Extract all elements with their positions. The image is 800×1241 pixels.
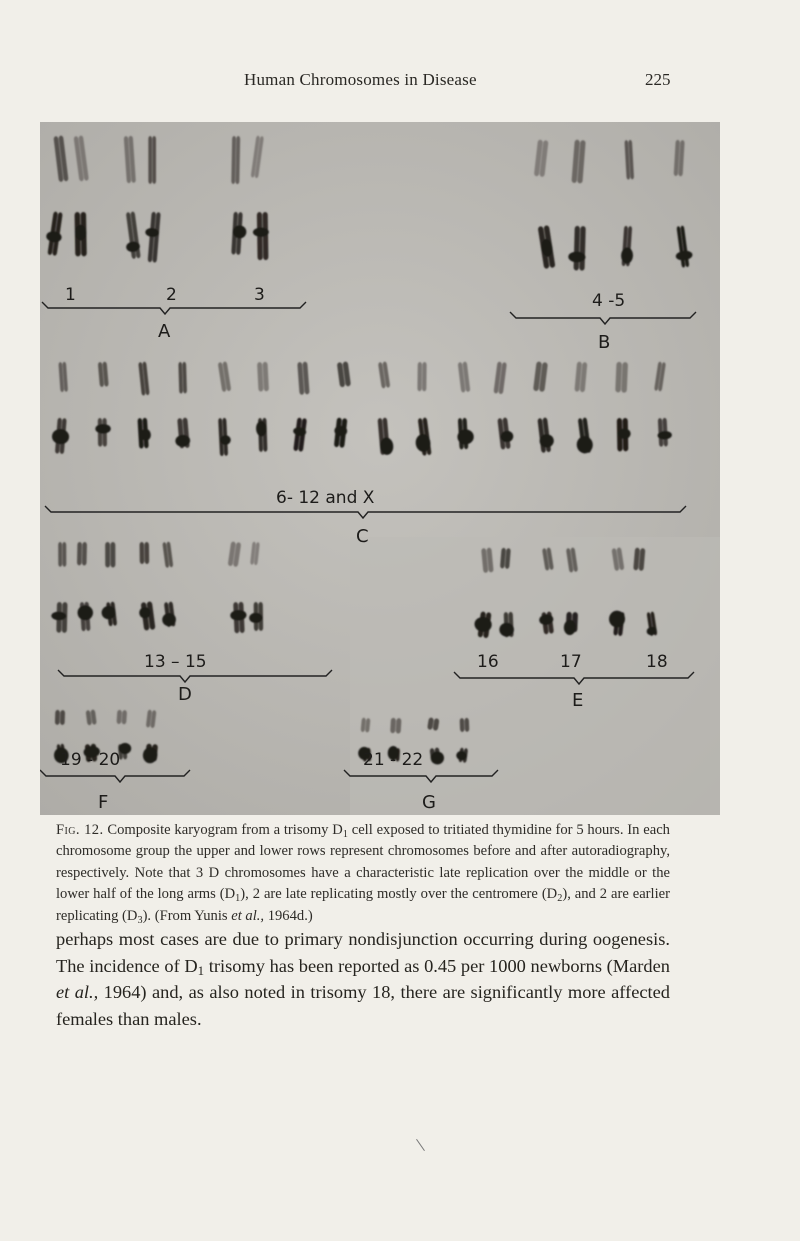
body-paragraph [56, 926, 670, 1032]
group-g-letter: G [422, 792, 436, 813]
group-e-letter: E [572, 690, 584, 711]
group-f-letter: F [98, 792, 109, 813]
caption-text-2: cell exposed to tritiated thymidine for 5 hours. In each chromosome group the upper and lower rows represent chromosomes before and after autoradiography, respectively. Note that 3 D chromosomes have a characteristic late replication over the middle or the lower half of the long arms (D [56, 822, 670, 903]
caption-text-5: ). (From Yunis [142, 907, 232, 924]
group-d-number: 13 – 15 [144, 652, 207, 672]
group-d-letter: D [178, 684, 192, 705]
caption-text-1: Composite karyogram from a trisomy D [107, 822, 343, 838]
group-f-number: 19 - 20 [60, 750, 121, 770]
caption-text-6: 1964d.) [264, 907, 313, 924]
caption-sub-4: 3 [137, 914, 143, 926]
body-text-3: 1964) and, as also noted in trisomy 18, there are significantly more affected females than males. [56, 982, 671, 1029]
body-text-1: perhaps most cases are due to primary nondisjunction occurring during oogenesis. The incidence of D [56, 929, 670, 976]
page-header [0, 70, 800, 94]
body-text-2: trisomy has been reported as 0.45 per 1000 newborns (Marden [204, 955, 670, 976]
page-number: 225 [645, 70, 671, 89]
caption-sub-3: 2 [557, 893, 563, 905]
body-etal: et al., [56, 982, 99, 1003]
karyogram-image [40, 122, 720, 815]
group-g-number: 21 - 22 [363, 750, 424, 770]
group-a-letter: A [158, 321, 171, 342]
running-title: Human Chromosomes in Disease [244, 70, 477, 89]
group-a-number-1: 1 [65, 285, 76, 305]
group-a-number-3: 3 [254, 285, 265, 305]
group-a-number-2: 2 [166, 285, 177, 305]
group-e-number-18: 18 [646, 652, 668, 672]
karyogram-figure [40, 122, 720, 815]
group-e-number-16: 16 [477, 652, 499, 672]
caption-label: Fig. 12. [56, 822, 104, 838]
caption-etal: et al., [231, 907, 265, 924]
stray-mark [416, 1139, 425, 1151]
group-b-number: 4 -5 [592, 291, 626, 311]
body-sub-1: 1 [197, 963, 205, 978]
caption-text-3: ), 2 are late replicating mostly over the centromere (D [240, 886, 558, 903]
group-b-letter: B [598, 332, 611, 353]
group-c-number: 6- 12 and X [276, 488, 375, 508]
figure-caption [56, 820, 670, 927]
group-c-letter: C [356, 526, 369, 547]
caption-text-4: ), and 2 are earlier replicating (D [56, 886, 670, 924]
caption-sub-1: 1 [342, 829, 348, 840]
caption-sub-2: 1 [235, 893, 241, 905]
group-e-number-17: 17 [560, 652, 582, 672]
